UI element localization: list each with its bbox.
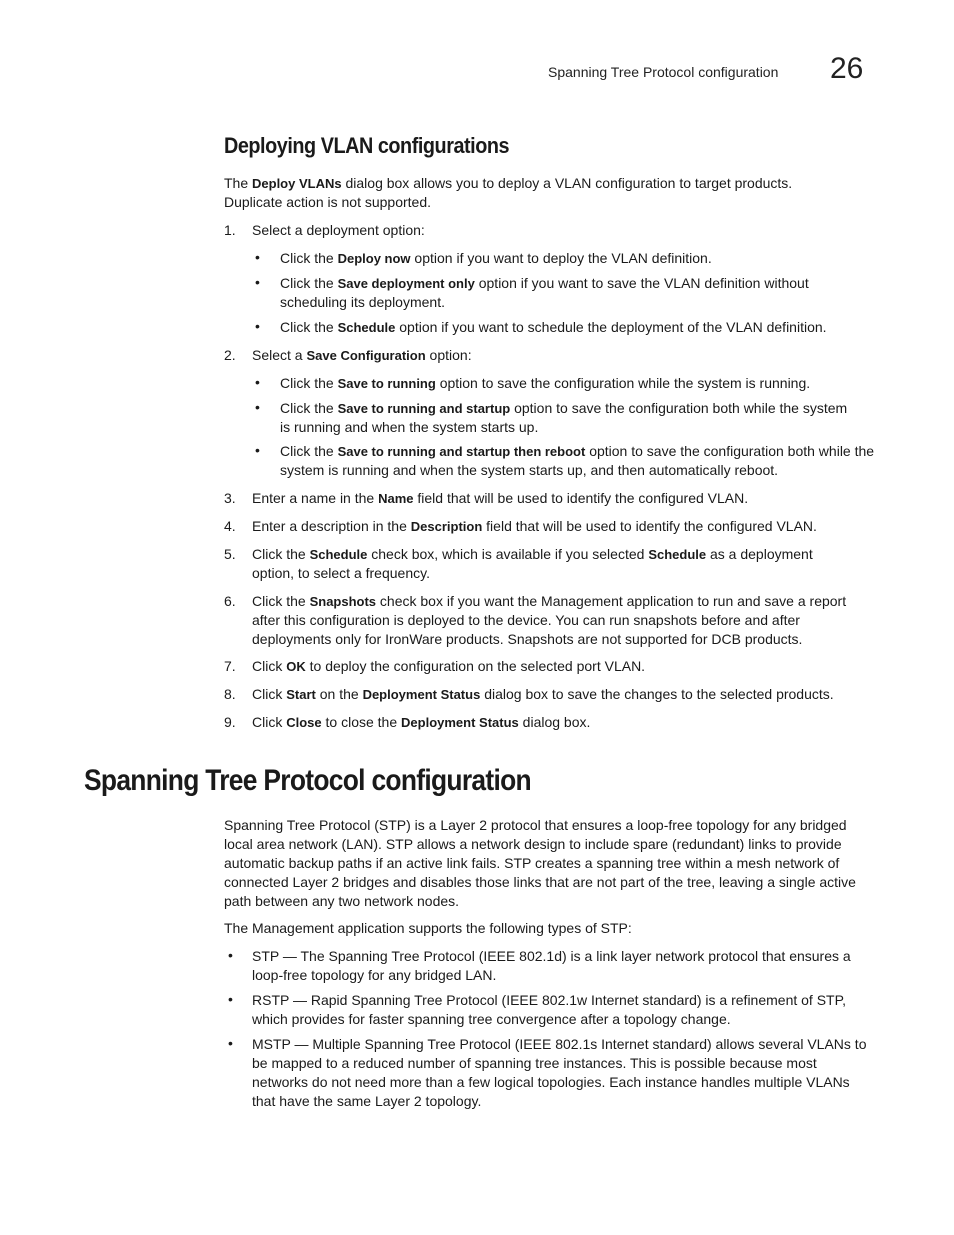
bullet: • xyxy=(255,399,260,415)
bullet: • xyxy=(255,274,260,290)
step-9: Click Close to close the Deployment Status dialog box. xyxy=(252,714,591,730)
stp-types-intro: The Management application supports the following types of STP: xyxy=(224,920,632,936)
step-2-bullet-2: Click the Save to running and startup option to save the configuration both while the system is running and when the system starts up. xyxy=(280,400,848,435)
section-title-deploying-vlan: Deploying VLAN configurations xyxy=(224,133,510,158)
step-4: Enter a description in the Description field that will be used to identify the configured VLAN. xyxy=(252,518,817,534)
step-number: 3. xyxy=(224,490,236,506)
running-header: Spanning Tree Protocol configuration xyxy=(548,64,779,80)
bullet: • xyxy=(255,374,260,390)
step-1-bullet-2: Click the Save deployment only option if you want to save the VLAN definition without scheduling its deployment. xyxy=(280,275,809,310)
step-3: Enter a name in the Name field that will be used to identify the configured VLAN. xyxy=(252,490,749,506)
section-title-stp: Spanning Tree Protocol configuration xyxy=(84,764,531,797)
bullet: • xyxy=(228,1035,233,1051)
step-1-bullet-3: Click the Schedule option if you want to schedule the deployment of the VLAN definition. xyxy=(280,319,827,335)
stp-type-mstp: MSTP — Multiple Spanning Tree Protocol (IEEE 802.1s Internet standard) allows several VLANs to be mapped to a reduced number of spanning tree instances. This is possible because most networks do not need more than a few logical topologies. Each instance handles multiple VLANs that have the same Layer 2 topology. xyxy=(252,1036,867,1109)
step-1-bullet-1: Click the Deploy now option if you want to deploy the VLAN definition. xyxy=(280,250,712,266)
vlan-intro: The Deploy VLANs dialog box allows you to deploy a VLAN configuration to target products. Duplicate action is not supported. xyxy=(224,175,793,210)
bullet: • xyxy=(228,991,233,1007)
step-5: Click the Schedule check box, which is available if you selected Schedule as a deployment option, to select a frequency. xyxy=(252,546,813,581)
step-1: Select a deployment option: xyxy=(252,222,425,238)
stp-intro-paragraph: Spanning Tree Protocol (STP) is a Layer 2 protocol that ensures a loop-free topology for any bridged local area network (LAN). STP allows a network design to include spare (redundant) links to provide automatic backup paths if an active link fails. STP creates a spanning tree within a mesh network of connected Layer 2 bridges and disables those links that are not part of the tree, leaving a single active path between any two network nodes. xyxy=(224,817,856,909)
chapter-number: 26 xyxy=(830,52,864,85)
bullet: • xyxy=(255,249,260,265)
step-6: Click the Snapshots check box if you want the Management application to run and save a report after this configuration is deployed to the device. You can run snapshots before and after deployments only for IronWare products. Snapshots are not supported for DCB products. xyxy=(252,593,847,647)
step-number: 6. xyxy=(224,593,236,609)
stp-type-stp: STP — The Spanning Tree Protocol (IEEE 802.1d) is a link layer network protocol that ensures a loop-free topology for any bridged LAN. xyxy=(252,948,851,983)
step-number: 1. xyxy=(224,222,236,238)
step-number: 8. xyxy=(224,686,236,702)
bullet: • xyxy=(255,318,260,334)
step-number: 2. xyxy=(224,347,236,363)
step-2: Select a Save Configuration option: xyxy=(252,347,472,363)
step-2-bullet-1: Click the Save to running option to save the configuration while the system is running. xyxy=(280,375,811,391)
step-8: Click Start on the Deployment Status dialog box to save the changes to the selected products. xyxy=(252,686,834,702)
stp-type-rstp: RSTP — Rapid Spanning Tree Protocol (IEEE 802.1w Internet standard) is a refinement of STP, which provides for faster spanning tree convergence after a topology change. xyxy=(252,992,847,1027)
bullet: • xyxy=(228,947,233,963)
step-7: Click OK to deploy the configuration on the selected port VLAN. xyxy=(252,658,646,674)
bullet: • xyxy=(255,442,260,458)
step-number: 9. xyxy=(224,714,236,730)
step-number: 7. xyxy=(224,658,236,674)
step-number: 5. xyxy=(224,546,236,562)
step-2-bullet-3: Click the Save to running and startup then reboot option to save the configuration both while the system is running and when the system starts up, and then automatically reboot. xyxy=(280,443,875,478)
step-number: 4. xyxy=(224,518,236,534)
